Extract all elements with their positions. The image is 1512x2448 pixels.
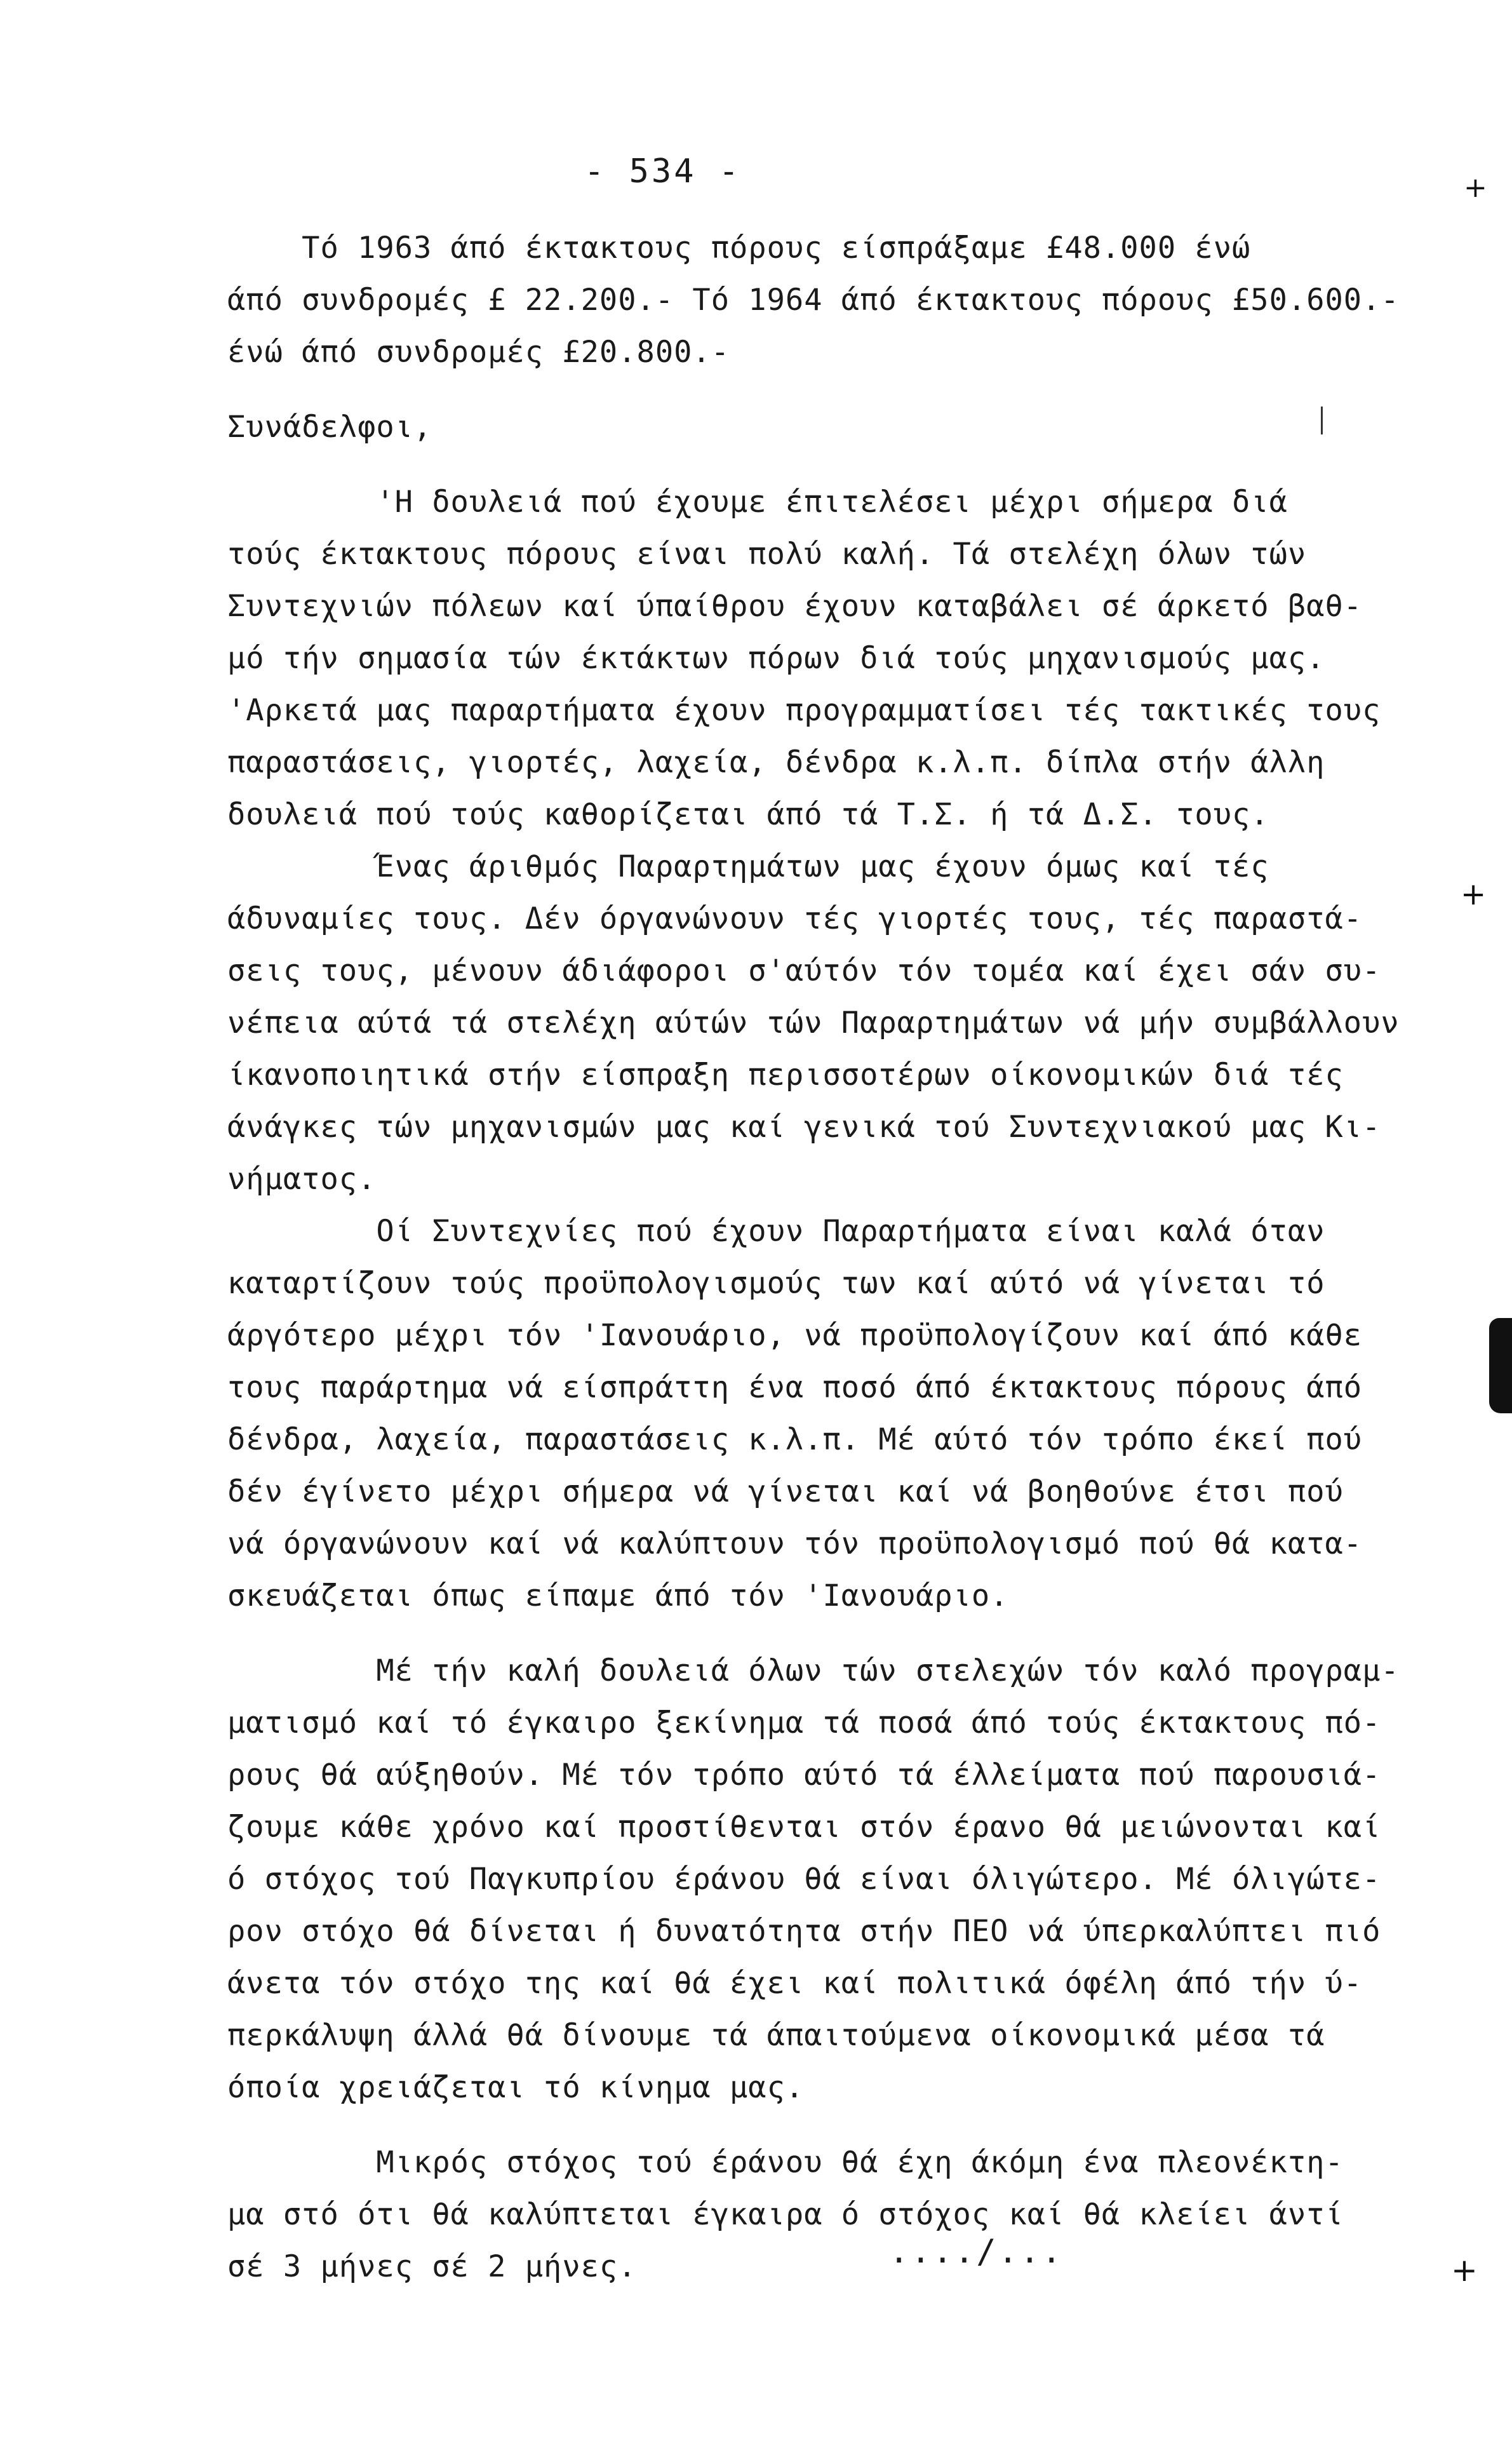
paragraph-planning xyxy=(227,1645,1400,2114)
text-line: σέ 3 μήνες σέ 2 μήνες. xyxy=(227,2249,637,2284)
body-text xyxy=(227,222,1400,2293)
scan-edge-blot xyxy=(1489,1318,1512,1413)
paragraph-gap xyxy=(227,454,1345,476)
text-line: νήματος. xyxy=(227,1162,377,1197)
text-line: τους παράρτημα νά είσπράττη ένα ποσό άπό έκτακτους πόρους άπό xyxy=(227,1370,1363,1405)
text-line: Συντεχνιών πόλεων καί ύπαίθρου έχουν καταβάλει σέ άρκετό βαθ- xyxy=(227,589,1363,624)
paragraph-small-target xyxy=(227,2137,1345,2293)
paragraph-salutation xyxy=(227,401,1345,454)
paragraph-weaknesses xyxy=(227,841,1400,1206)
text-line: ματισμό καί τό έγκαιρο ξεκίνημα τά ποσά άπό τούς έκτακτους πό- xyxy=(227,1705,1381,1740)
text-line: μα στό ότι θά καλύπτεται έγκαιρα ό στόχος καί θά κλείει άντί xyxy=(227,2197,1344,2232)
text-line: Μέ τήν καλή δουλειά όλων τών στελεχών τόν καλό προγραμ- xyxy=(227,1653,1400,1688)
text-line: 'Αρκετά μας παραρτήματα έχουν προγραμματίσει τές τακτικές τους xyxy=(227,693,1381,728)
text-line: Τό 1963 άπό έκτακτους πόρους είσπράξαμε £48.000 ένώ xyxy=(227,231,1251,266)
text-line: νέπεια αύτά τά στελέχη αύτών τών Παραρτημάτων νά μήν συμβάλλουν xyxy=(227,1005,1400,1040)
text-line: δέν έγίνετο μέχρι σήμερα νά γίνεται καί νά βοηθούνε έτσι πού xyxy=(227,1474,1344,1509)
text-line: νά όργανώνουν καί νά καλύπτουν τόν προϋπολογισμό πού θά κατα- xyxy=(227,1526,1363,1561)
text-line: παραστάσεις, γιορτές, λαχεία, δένδρα κ.λ.π. δίπλα στήν άλλη xyxy=(227,745,1325,780)
text-line: ρον στόχο θά δίνεται ή δυνατότητα στήν ΠΕΟ νά ύπερκαλύπτει πιό xyxy=(227,1914,1381,1949)
registration-mark-icon: + xyxy=(1461,877,1487,912)
text-line: Συνάδελφοι, xyxy=(227,410,432,445)
text-line: δένδρα, λαχεία, παραστάσεις κ.λ.π. Μέ αύτό τόν τρόπο έκεί πού xyxy=(227,1422,1363,1457)
text-line: καταρτίζουν τούς προϋπολογισμούς των καί αύτό νά γίνεται τό xyxy=(227,1266,1325,1301)
text-line: μό τήν σημασία τών έκτάκτων πόρων διά τούς μηχανισμούς μας. xyxy=(227,641,1325,676)
text-line: 'Η δουλειά πού έχουμε έπιτελέσει μέχρι σήμερα διά xyxy=(227,485,1288,520)
continuation-mark: ..../... xyxy=(889,2233,1064,2271)
paragraph-gap xyxy=(227,1622,1345,1645)
text-line: σκευάζεται όπως είπαμε άπό τόν 'Ιανουάριο. xyxy=(227,1578,1009,1613)
text-line: ίκανοποιητικά στήν είσπραξη περισσοτέρων οίκονομικών διά τές xyxy=(227,1058,1344,1093)
text-line: Μικρός στόχος τού έράνου θά έχη άκόμη ένα πλεονέκτη- xyxy=(227,2145,1344,2180)
registration-mark-icon: + xyxy=(1451,2252,1478,2289)
text-line: άνετα τόν στόχο της καί θά έχει καί πολιτικά όφέλη άπό τήν ύ- xyxy=(227,1966,1363,2001)
text-line: τούς έκτακτους πόρους είναι πολύ καλή. Τά στελέχη όλων τών xyxy=(227,537,1307,572)
text-line: περκάλυψη άλλά θά δίνουμε τά άπαιτούμενα οίκονομικά μέσα τά xyxy=(227,2018,1325,2053)
registration-mark-icon: + xyxy=(1464,171,1487,204)
text-line: άνάγκες τών μηχανισμών μας καί γενικά τού Συντεχνιακού μας Κι- xyxy=(227,1110,1381,1145)
text-line: άδυναμίες τους. Δέν όργανώνουν τές γιορτές τους, τές παραστά- xyxy=(227,901,1363,936)
text-line: Οί Συντεχνίες πού έχουν Παραρτήματα είναι καλά όταν xyxy=(227,1214,1325,1249)
text-line: Ένας άριθμός Παραρτημάτων μας έχουν όμως καί τές xyxy=(227,849,1269,884)
text-line: ένώ άπό συνδρομές £20.800.- xyxy=(227,335,730,370)
text-line: ό στόχος τού Παγκυπρίου έράνου θά είναι όλιγώτερο. Μέ όλιγώτε- xyxy=(227,1862,1381,1897)
paragraph-budgets xyxy=(227,1206,1363,1622)
text-line: σεις τους, μένουν άδιάφοροι σ'αύτόν τόν τομέα καί έχει σάν συ- xyxy=(227,953,1381,988)
paragraph-gap xyxy=(227,2114,1345,2137)
paragraph-gap xyxy=(227,379,1345,401)
text-line: όποία χρειάζεται τό κίνημα μας. xyxy=(227,2070,805,2105)
text-line: ρους θά αύξηθούν. Μέ τόν τρόπο αύτό τά έλλείματα πού παρουσιά- xyxy=(227,1758,1381,1792)
text-line: ζουμε κάθε χρόνο καί προστίθενται στόν έρανο θά μειώνονται καί xyxy=(227,1810,1381,1845)
text-line: άπό συνδρομές £ 22.200.- Τό 1964 άπό έκτακτους πόρους £50.600.- xyxy=(227,283,1400,318)
text-line: δουλειά πού τούς καθορίζεται άπό τά Τ.Σ. ή τά Δ.Σ. τους. xyxy=(227,797,1269,832)
text-line: άργότερο μέχρι τόν 'Ιανουάριο, νά προϋπολογίζουν καί άπό κάθε xyxy=(227,1318,1363,1353)
paragraph-income-figures xyxy=(227,222,1400,379)
page-number: - 534 - xyxy=(584,152,742,191)
margin-tick xyxy=(1321,407,1323,434)
paragraph-work-so-far xyxy=(227,476,1381,841)
